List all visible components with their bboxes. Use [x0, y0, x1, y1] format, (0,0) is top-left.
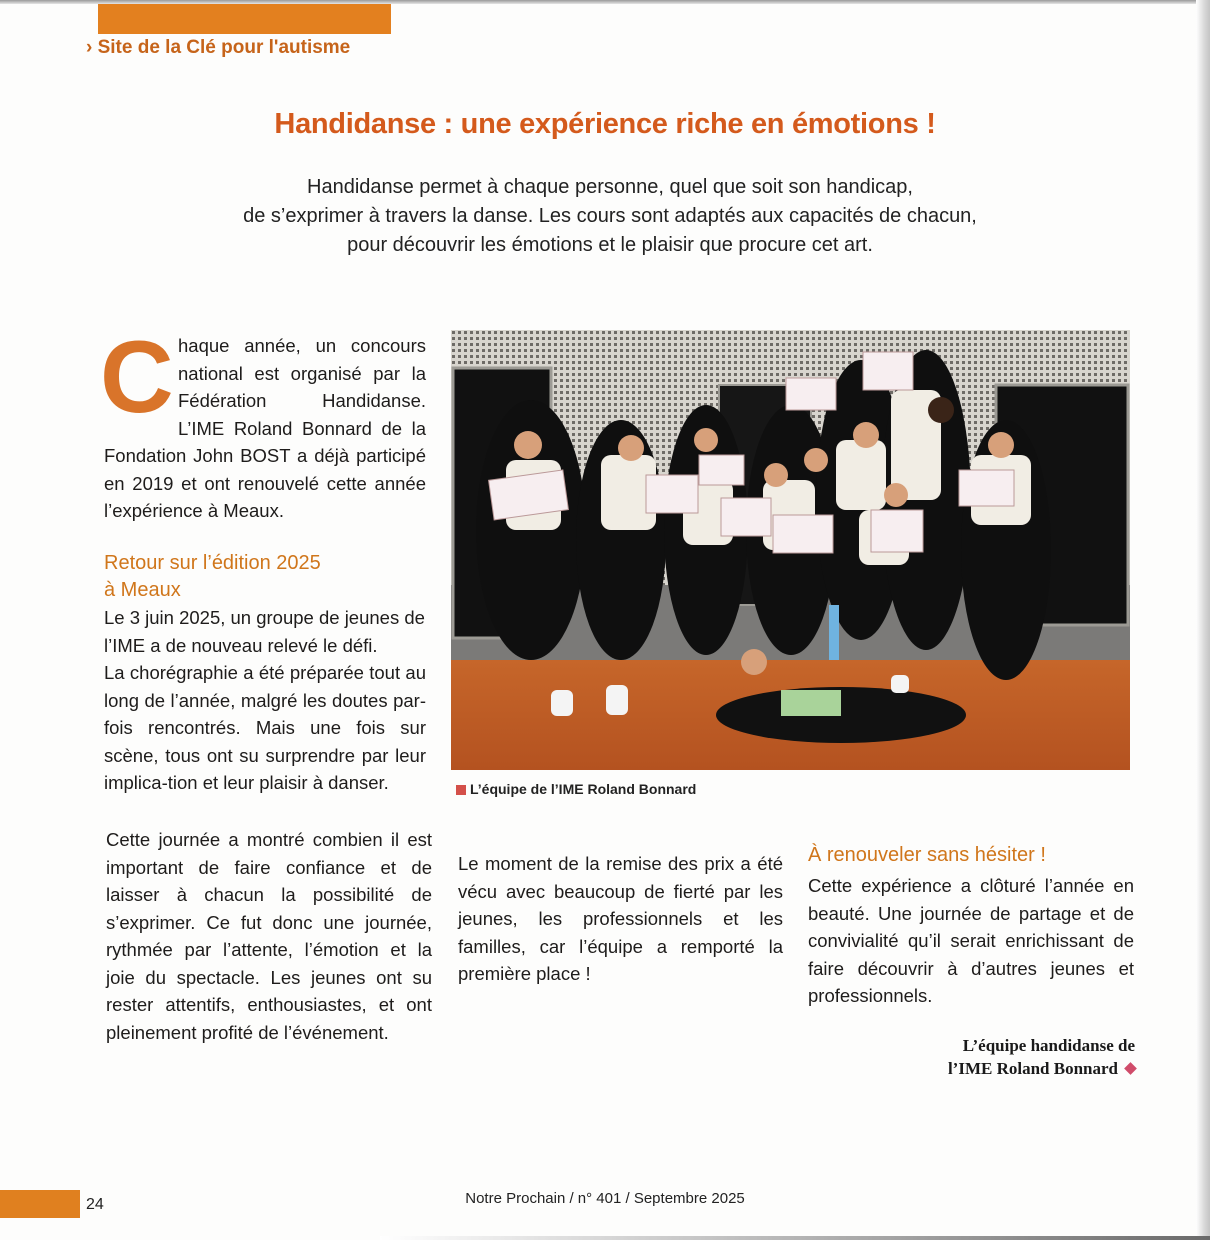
photo-caption	[456, 781, 696, 797]
subheading-line: Retour sur l’édition 2025	[104, 552, 321, 574]
article-signature	[948, 1034, 1135, 1080]
signature-text: l’IME Roland Bonnard	[947, 1059, 1118, 1078]
section-label: › Site de la Clé pour l'autisme	[86, 37, 351, 58]
column-1-section	[104, 550, 426, 797]
column-1-conclusion	[106, 826, 432, 1046]
column-3-text	[808, 872, 1134, 1010]
drop-cap: C	[100, 320, 174, 434]
intro-line: Handidanse permet à chaque personne, quel que soit son handicap,	[307, 176, 913, 198]
paragraph-renouveler: Cette expérience a clôturé l’année en beauté. Une journée de partage et de convivialité qu’il serait enrichissant de faire découvrir à d’autres jeunes et professionnels.	[808, 875, 1134, 1006]
paragraph-choreography: La chorégraphie a été préparée tout au long de l’année, malgré les doutes par-fois rencontrés. Mais une fois sur scène, tous ont su surprendre par leur implica-tion et leur plaisir à danser.	[104, 662, 426, 793]
article-title: Handidanse : une expérience riche en émotions !	[274, 108, 936, 140]
team-photo-illustration	[451, 330, 1130, 770]
page-number: 24	[86, 1196, 104, 1213]
column-1-intro	[100, 320, 426, 525]
paragraph-intro: haque année, un concours national est organisé par la Fédération Handidanse. L’IME Roland Bonnard de la Fondation John BOST a déjà participé en 2019 et ont renouvelé cette année l’expérience à Meaux.	[104, 335, 426, 521]
subheading-retour	[104, 550, 426, 604]
paragraph-journee: Cette journée a montré combien il est important de faire confiance et de laisser à chacun la possibilité de s’exprimer. Ce fut donc une journée, rythmée par l’attente, l’émotion et la joie du spectacle. Les jeunes ont su rester attentifs, enthousiastes, et ont pleinement profité de l’événement.	[106, 829, 432, 1043]
signature-line	[948, 1057, 1135, 1080]
scan-edge-right	[1196, 0, 1210, 1240]
subheading-line: à Meaux	[104, 579, 181, 601]
intro-line: pour découvrir les émotions et le plaisir que procure cet art.	[347, 234, 873, 256]
subheading-renouveler: À renouveler sans hésiter !	[808, 844, 1046, 866]
end-diamond-icon	[1124, 1062, 1137, 1075]
article-intro	[120, 173, 1100, 260]
publication-footer: Notre Prochain / n° 401 / Septembre 2025	[465, 1190, 745, 1207]
intro-line: de s’exprimer à travers la danse. Les cours sont adaptés aux capacités de chacun,	[243, 205, 977, 227]
caption-text: L’équipe de l’IME Roland Bonnard	[470, 781, 697, 797]
column-3-heading	[808, 842, 1138, 869]
header-accent-bar	[98, 4, 391, 34]
paragraph-remise-des-prix: Le moment de la remise des prix a été vécu avec beaucoup de fierté par les jeunes, les professionnels et les familles, car l’équipe a remporté la première place !	[458, 853, 783, 984]
caption-square-icon	[456, 785, 466, 795]
column-2-text	[458, 850, 783, 988]
paragraph-date: Le 3 juin 2025, un groupe de jeunes de l’IME a de nouveau relevé le défi.	[104, 607, 425, 656]
team-photo	[451, 330, 1130, 770]
signature-line: L’équipe handidanse de	[962, 1036, 1135, 1055]
scan-edge-bottom	[380, 1236, 1210, 1240]
